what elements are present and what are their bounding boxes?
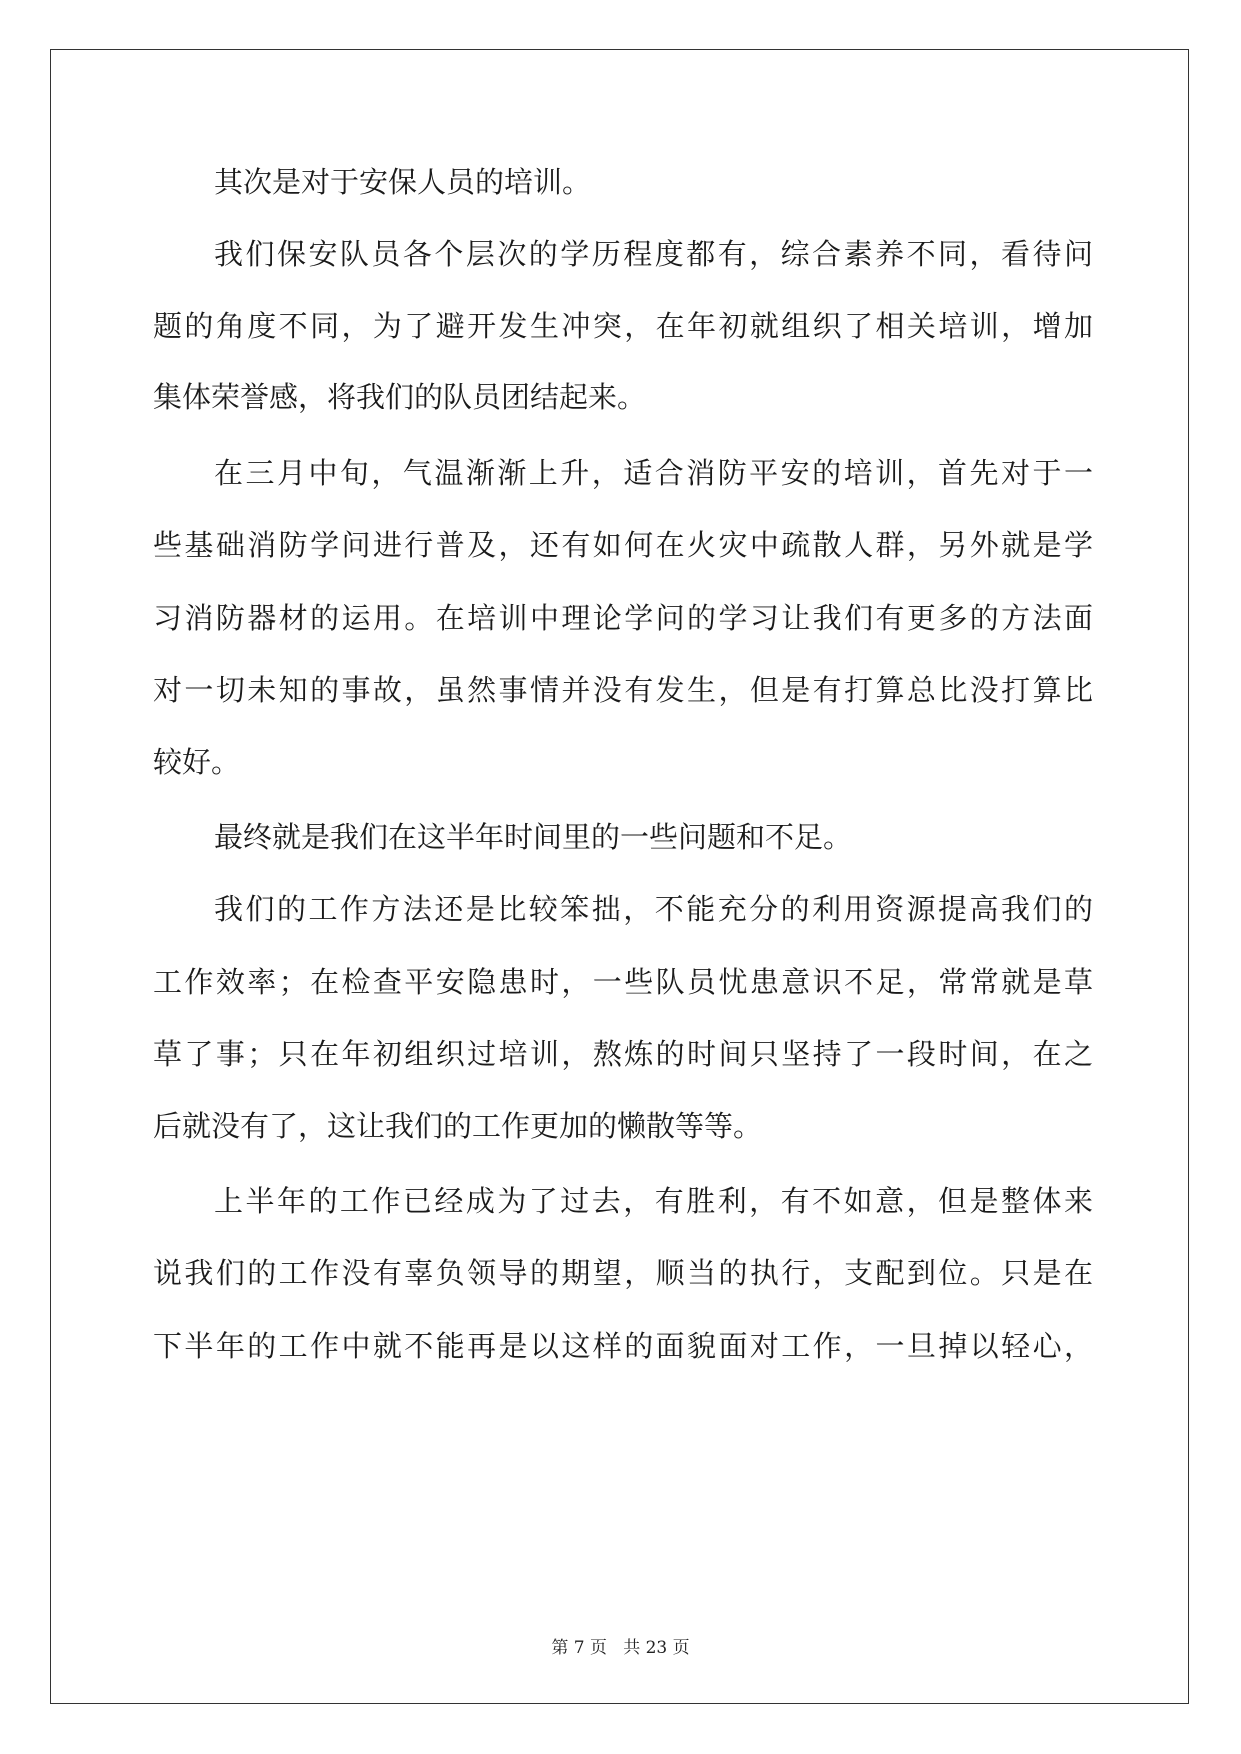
text-line: 在三月中旬，气温渐渐上升，适合消防平安的培训，首先对于一: [214, 456, 1093, 490]
text-line: 些基础消防学问进行普及，还有如何在火灾中疏散人群，另外就是学: [153, 528, 1093, 562]
text-line: 其次是对于安保人员的培训。: [214, 165, 592, 199]
page-footer: [0, 1636, 1241, 1660]
text-line: 对一切未知的事故，虽然事情并没有发生，但是有打算总比没打算比: [153, 673, 1093, 707]
text-line: 最终就是我们在这半年时间里的一些问题和不足。: [214, 820, 853, 854]
text-line: 题的角度不同，为了避开发生冲突，在年初就组织了相关培训，增加: [153, 309, 1093, 343]
text-line: 下半年的工作中就不能再是以这样的面貌面对工作，一旦掉以轻心，: [153, 1329, 1093, 1363]
page-border: [50, 49, 1189, 1704]
page-total: 共 23 页: [623, 1638, 690, 1658]
text-line: 习消防器材的运用。在培训中理论学问的学习让我们有更多的方法面: [153, 601, 1093, 635]
text-line: 上半年的工作已经成为了过去，有胜利，有不如意，但是整体来: [214, 1184, 1093, 1218]
text-line: 说我们的工作没有辜负领导的期望，顺当的执行，支配到位。只是在: [153, 1256, 1093, 1290]
text-line: 较好。: [153, 745, 241, 779]
text-line: 我们的工作方法还是比较笨拙，不能充分的利用资源提高我们的: [214, 892, 1093, 926]
text-line: 集体荣誉感，将我们的队员团结起来。: [153, 380, 647, 414]
text-line: 我们保安队员各个层次的学历程度都有，综合素养不同，看待问: [214, 237, 1093, 271]
text-line: 草了事；只在年初组织过培训，熬炼的时间只坚持了一段时间，在之: [153, 1037, 1093, 1071]
text-line: 工作效率；在检查平安隐患时，一些队员忧患意识不足，常常就是草: [153, 965, 1093, 999]
text-line: 后就没有了，这让我们的工作更加的懒散等等。: [153, 1109, 763, 1143]
page-number: 第 7 页: [551, 1638, 607, 1658]
